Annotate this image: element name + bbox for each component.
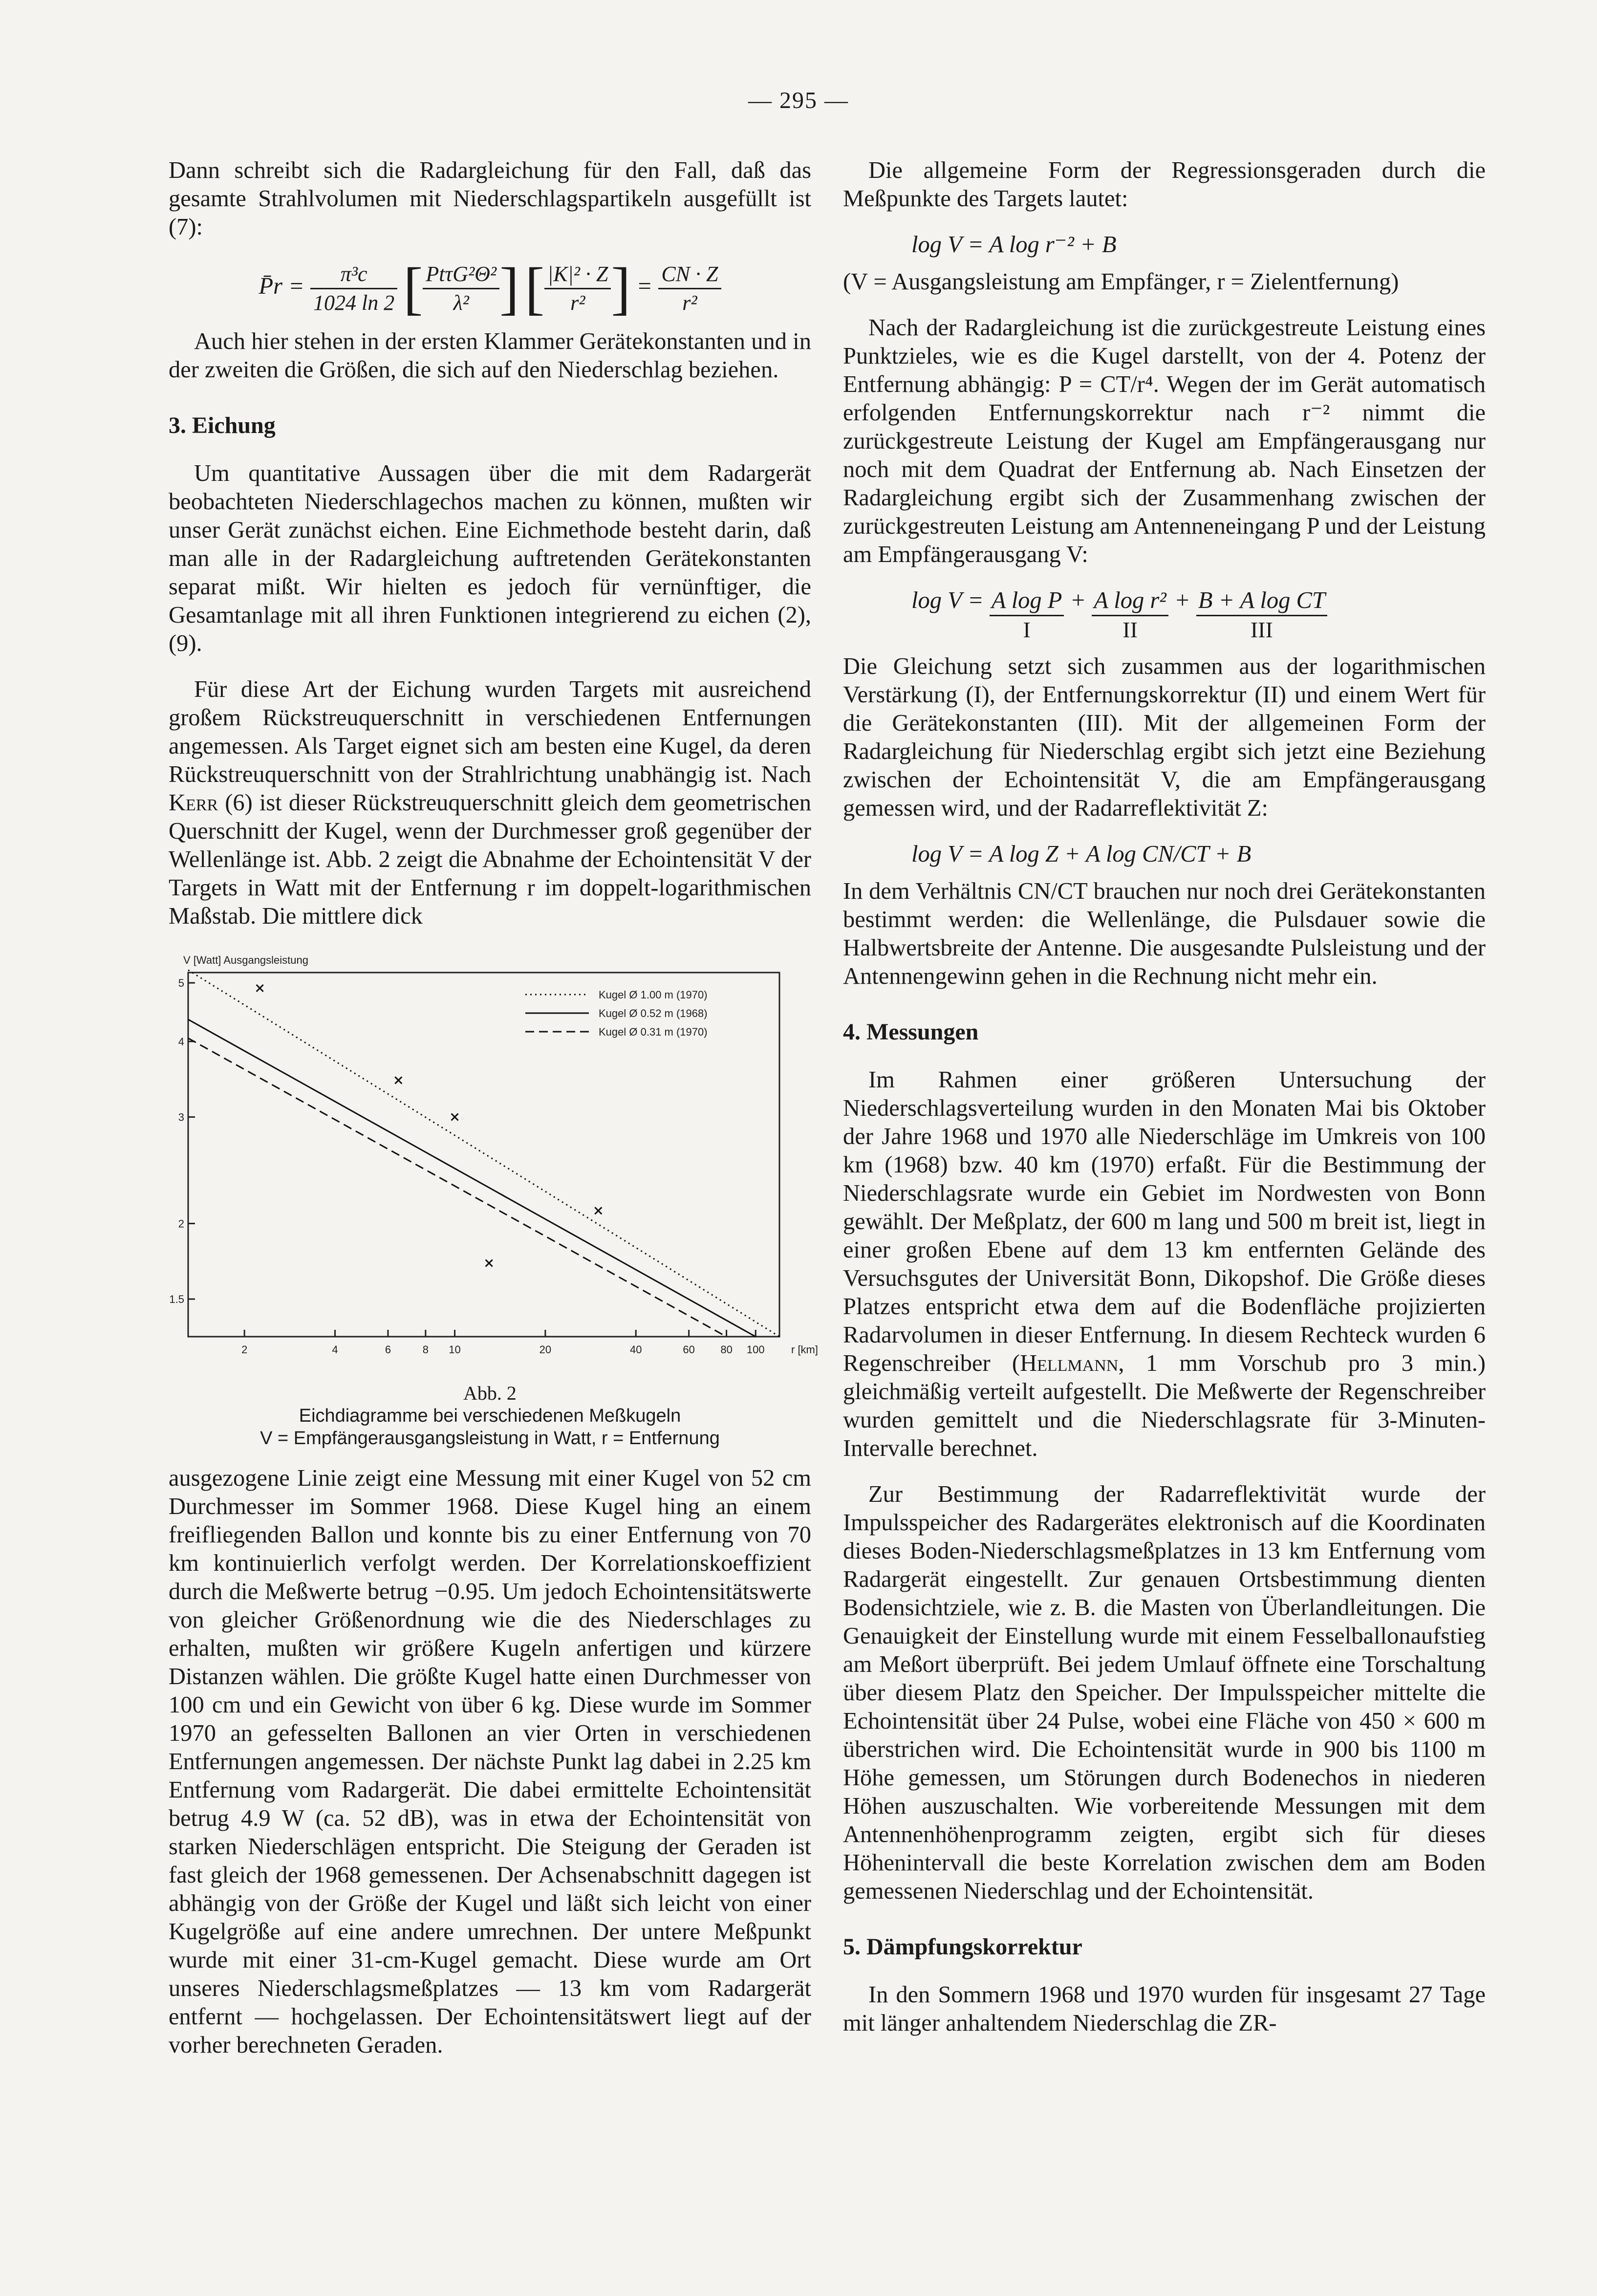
x-tick-label: 100	[746, 1343, 765, 1356]
fraction: $\frac{\text{PtτG²Θ²}}{\text{λ²}}$	[423, 260, 499, 317]
x-tick-label: 10	[449, 1343, 461, 1356]
paragraph: Um quantitative Aussagen über die mit dem Radargerät beobachteten Niederschlagechos machen zu können, mußten wir unser Gerät zunächst eichen. Eine Eichmethode besteht darin, daß man alle in der Radargleichung auftretenden Gerätekonstanten separat mißt. Wir hielten es jedoch für vernünftiger, die Gesamtanlage mit all ihren Funktionen integrierend zu eichen (2), (9).	[169, 460, 811, 656]
x-tick-label: 40	[629, 1343, 642, 1356]
right-column	[843, 156, 1486, 2055]
left-column	[169, 156, 818, 2077]
data-point-marker	[452, 1114, 458, 1121]
paragraph: Auch hier stehen in der ersten Klammer Gerätekonstanten und in der zweiten die Größen, die sich auf den Niederschlag beziehen.	[169, 328, 811, 383]
section-heading: 4. Messungen	[843, 1019, 979, 1045]
data-point-marker	[486, 1260, 493, 1267]
figure-2	[169, 948, 818, 1450]
y-tick-label: 5	[178, 977, 184, 990]
page-number: — 295 —	[748, 87, 849, 113]
series-line	[188, 1019, 755, 1337]
data-point-marker	[395, 1077, 402, 1083]
figure-caption: Eichdiagramme bei verschiedenen Meßkugeln	[299, 1406, 681, 1426]
y-tick-label: 4	[178, 1035, 184, 1048]
y-axis-label: V [Watt] Ausgangsleistung	[183, 954, 308, 966]
y-tick-label: 2	[178, 1217, 184, 1230]
x-tick-label: 6	[385, 1343, 391, 1356]
radar-equation: P̄r = $\frac{\text{π³c}}{1024 \ln 2}$ [ $\frac{\text{PtτG²Θ²}}{\text{λ²}}$ ] [ $\frac{\text{|K|² · Z}}{\text{r²}}$ ] = $\frac{CN \cdot Z}{\text{r²}}$	[169, 259, 811, 318]
paragraph: Nach der Radargleichung ist die zurückgestreute Leistung eines Punktzieles, wie es die Kugel darstellt, von der 4. Potenz der Entfernung abhängig: P = CT/r⁴. Wegen der im Gerät automatisch erfolgenden Entfernungskorrektur nach r⁻² nimmt die zurückgestreute Leistung der Kugel am Empfängerausgang nur noch mit dem Quadrat der Entfernung ab. Nach Einsetzen der Radargleichung ergibt sich der Zusammenhang zwischen der zurückgestreuten Leistung am Antenneneingang P und der Leistung am Empfängerausgang V:	[843, 315, 1486, 567]
figure-label: Abb. 2	[463, 1382, 517, 1404]
section-heading: 3. Eichung	[169, 412, 276, 438]
equation: log V = A log r⁻² + B	[911, 232, 1117, 258]
figure-caption-legend: V = Empfängerausgangsleistung in Watt, r = Entfernung	[260, 1428, 720, 1449]
paragraph: Die allgemeine Form der Regressionsgeraden durch die Meßpunkte des Targets lautet:	[843, 157, 1486, 212]
formula-lhs: P̄r =	[259, 273, 304, 300]
paragraph: Im Rahmen einer größeren Untersuchung der Niederschlagsverteilung wurden in den Monaten Mai bis Oktober der Jahre 1968 und 1970 alle Niederschläge im Umkreis von 100 km (1968) bzw. 40 km (1970) erfaßt. Für die Bestimmung der Niederschlagsrate wurde ein Gebiet im Nordwesten von Bonn gewählt. Der Meßplatz, der 600 m lang und 500 m breit ist, liegt in einer großen Ebene auf dem 13 km entfernten Gelände des Versuchsgutes der Universität Bonn, Dikopshof. Die Größe dieses Platzes entspricht etwa dem auf die Bodenfläche projizierten Radarvolumen in dieser Entfernung. In diesem Rechteck wurden 6 Regenschreiber (Hellmann, 1 mm Vorschub pro 3 min.) gleichmäßig verteilt aufgestellt. Die Meßwerte der Regenschreiber wurden gemittelt und die Niederschlagsrate für 3-Minuten-Intervalle berechnet.	[843, 1067, 1486, 1461]
x-tick-label: 20	[539, 1343, 552, 1356]
data-point-marker	[257, 985, 263, 992]
series-line	[188, 1038, 727, 1337]
fraction: $\frac{CN \cdot Z}{\text{r²}}$	[658, 260, 721, 317]
paragraph: Für diese Art der Eichung wurden Targets mit ausreichend großem Rückstreuquerschnitt in verschiedenen Entfernungen angemessen. Als Target eignet sich am besten eine Kugel, da deren Rückstreuquerschnitt von der Strahlrichtung unabhängig ist. Nach Kerr (6) ist dieser Rückstreuquerschnitt gleich dem geometrischen Querschnitt der Kugel, wenn der Durchmesser groß gegenüber der Wellenlänge ist. Abb. 2 zeigt die Abnahme der Echointensität V der Targets in Watt mit der Entfernung r im doppelt-logarithmischen Maßstab. Die mittlere dick	[169, 676, 811, 929]
paragraph: Dann schreibt sich die Radargleichung für den Fall, daß das gesamte Strahlvolumen mit Niederschlagspartikeln ausgefüllt ist (7):	[169, 157, 811, 240]
calibration-chart	[169, 948, 818, 1368]
paragraph: (V = Ausgangsleistung am Empfänger, r = Zielentfernung)	[843, 269, 1399, 295]
x-tick-label: 2	[241, 1343, 248, 1356]
author-name: Hellmann	[1020, 1350, 1119, 1376]
legend-entry: Kugel Ø 1.00 m (1970)	[599, 989, 708, 1001]
series-line	[188, 970, 779, 1337]
fraction: $\frac{\text{|K|² · Z}}{\text{r²}}$	[544, 260, 611, 317]
equation-underbraced: log V = $\frac{\text{A log P}}{I}$ + $\frac{\text{A log r²}}{II}$ + B + A log CT III	[843, 586, 1486, 644]
paragraph: Die Gleichung setzt sich zusammen aus der logarithmischen Verstärkung (I), der Entfernungskorrektur (II) und einem Wert für die Gerätekonstanten (III). Mit der allgemeinen Form der Radargleichung für Niederschlag ergibt sich jetzt eine Beziehung zwischen der Echointensität V, die am Empfängerausgang gemessen wird, und der Radarreflektivität Z:	[843, 653, 1486, 821]
legend-entry: Kugel Ø 0.31 m (1970)	[599, 1026, 708, 1038]
x-axis-label: r [km]	[791, 1343, 818, 1356]
section-heading: 5. Dämpfungskorrektur	[843, 1934, 1082, 1960]
paragraph: In den Sommern 1968 und 1970 wurden für insgesamt 27 Tage mit länger anhaltendem Niederschlag die ZR-	[843, 1982, 1486, 2036]
y-tick-label: 1.5	[169, 1293, 184, 1306]
legend-entry: Kugel Ø 0.52 m (1968)	[599, 1007, 708, 1019]
author-name: Kerr	[169, 790, 218, 816]
x-tick-label: 4	[332, 1343, 338, 1356]
x-tick-label: 80	[720, 1343, 733, 1356]
paragraph: Zur Bestimmung der Radarreflektivität wurde der Impulsspeicher des Radargerätes elektronisch auf die Koordinaten dieses Boden-Niederschlagsmeßplatzes in 13 km Entfernung vom Radargerät eingestellt. Zur genauen Ortsbestimmung dienten Bodensichtziele, wie z. B. die Masten von Überlandleitungen. Die Genauigkeit der Einstellung wurde mit einem Fesselballonaufstieg am Meßort überprüft. Bei jedem Umlauf öffnete eine Torschaltung über diesem Platz den Speicher. Der Impulsspeicher mittelte die Echointensität über 24 Pulse, wobei eine Fläche von 450 × 600 m überstrichen wird. Die Echointensität wurde in 900 bis 1100 m Höhe gemessen, um Störungen durch Bodenechos in niederen Höhen auszuschalten. Wie vorbereitende Messungen mit dem Antennenhöhenprogramm zeigten, ergibt sich für dieses Höhenintervall die beste Korrelation zwischen dem am Boden gemessenen Niederschlag und der Echointensität.	[843, 1481, 1486, 1904]
fraction: $\frac{\text{π³c}}{1024 \ln 2}$	[310, 260, 397, 317]
y-tick-label: 3	[178, 1111, 184, 1124]
x-tick-label: 8	[422, 1343, 429, 1356]
x-tick-label: 60	[683, 1343, 695, 1356]
data-point-marker	[595, 1207, 602, 1214]
paragraph: ausgezogene Linie zeigt eine Messung mit einer Kugel von 52 cm Durchmesser im Sommer 1968. Diese Kugel hing an einem freifliegenden Ballon und konnte bis zu einer Entfernung von 70 km kontinuierlich verfolgt werden. Der Korrelationskoeffizient durch die Meßwerte betrug −0.95. Um jedoch Echointensitätswerte von gleicher Größenordnung wie die des Niederschlages zu erhalten, mußten wir größere Kugeln anfertigen und kürzere Distanzen wählen. Die größte Kugel hatte einen Durchmesser von 100 cm und ein Gewicht von über 6 kg. Diese wurde im Sommer 1970 an gefesselten Ballonen an vier Orten in verschiedenen Entfernungen angemessen. Der nächste Punkt lag dabei in 2.25 km Entfernung vom Radargerät. Die dabei ermittelte Echointensität betrug 4.9 W (ca. 52 dB), was in etwa der Echointensität von starken Niederschlägen entspricht. Die Steigung der Geraden ist fast gleich der 1968 gemessenen. Der Achsenabschnitt dagegen ist abhängig von der Größe der Kugel und läßt sich leicht von einer Kugelgröße auf eine andere umrechnen. Der untere Meßpunkt wurde mit einer 31-cm-Kugel gemacht. Diese wurde am Ort unseres Niederschlagsmeßplatzes — 13 km vom Radargerät entfernt — hochgelassen. Der Echointensitätswert liegt auf der vorher berechneten Geraden.	[169, 1465, 811, 2058]
paragraph: In dem Verhältnis CN/CT brauchen nur noch drei Gerätekonstanten bestimmt werden: die Wellenlänge, die Pulsdauer sowie die Halbwertsbreite der Antenne. Die ausgesandte Pulsleistung und der Antennengewinn gehen in die Rechnung nicht mehr ein.	[843, 878, 1486, 989]
equation: log V = A log Z + A log CN/CT + B	[911, 841, 1252, 867]
